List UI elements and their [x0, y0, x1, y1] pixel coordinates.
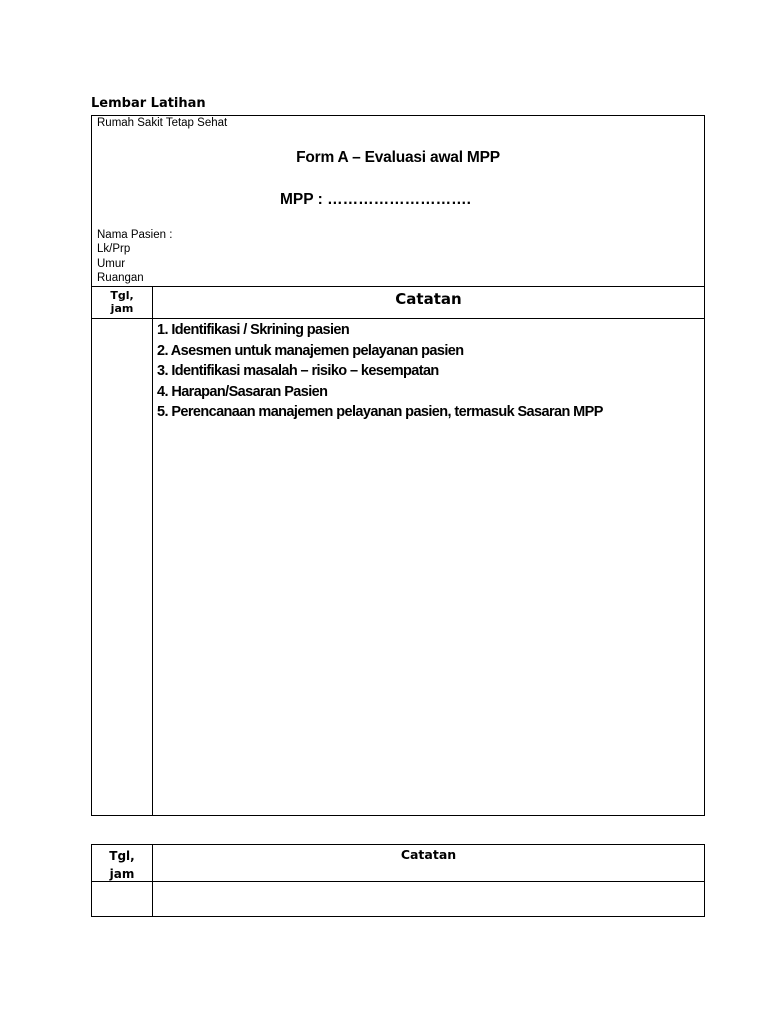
patient-gender-label: Lk/Prp [97, 243, 131, 256]
mpp-field: MPP : ………………………. [280, 191, 471, 208]
patient-name-label: Nama Pasien : [97, 229, 173, 241]
header-row-divider [92, 318, 704, 319]
form-title: Form A – Evaluasi awal MPP [296, 149, 500, 166]
form-header-box [91, 115, 705, 287]
header-row-divider [92, 881, 704, 882]
column-header-tgl-jam: Tgl, jam [110, 289, 134, 315]
patient-age-label: Umur [97, 257, 126, 270]
document-heading: Lembar Latihan [91, 96, 206, 111]
column-header-tgl-jam: Tgl, jam [109, 849, 135, 881]
list-item: 5. Perencanaan manajemen pelayanan pasien, termasuk Sasaran MPP [157, 404, 603, 420]
column-header-catatan: Catatan [400, 847, 457, 862]
list-item: 4. Harapan/Sasaran Pasien [157, 383, 328, 400]
hospital-name: Rumah Sakit Tetap Sehat [97, 117, 228, 129]
patient-fields [97, 228, 172, 285]
list-item: 2. Asesmen untuk manajemen pelayanan pasien [157, 342, 464, 359]
column-divider [152, 287, 153, 815]
list-item: 3. Identifikasi masalah – risiko – kesempatan [157, 363, 439, 379]
patient-room-label: Ruangan [97, 271, 144, 284]
column-header-catatan: Catatan [395, 290, 462, 308]
notes-list [157, 320, 603, 423]
list-item: 1. Identifikasi / Skrining pasien [157, 322, 350, 338]
notes-table-2 [91, 844, 705, 917]
notes-table [91, 286, 705, 816]
